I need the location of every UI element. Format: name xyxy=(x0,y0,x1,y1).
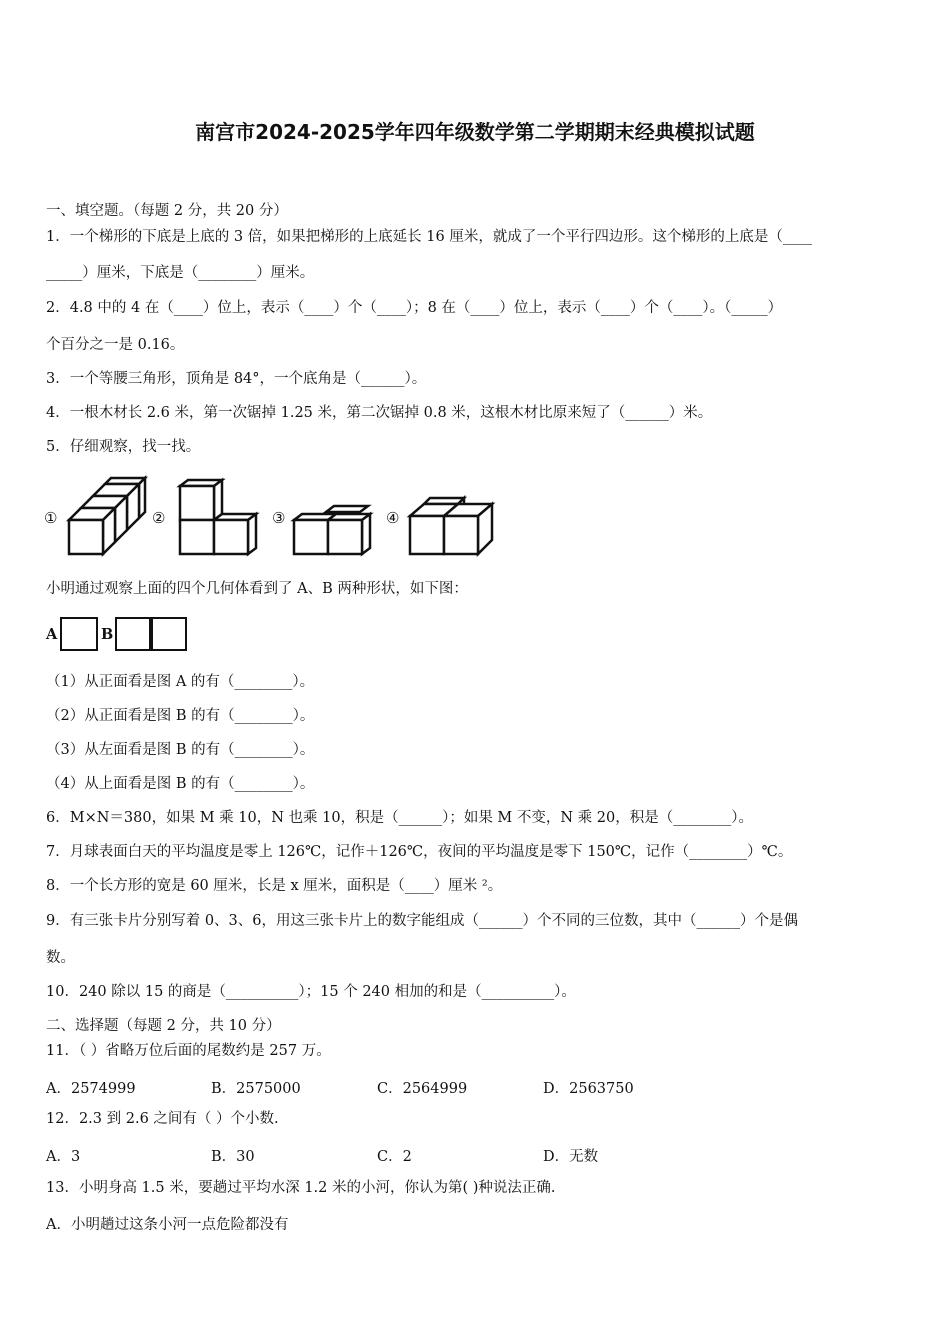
q12-option-d[interactable]: D．无数 xyxy=(543,1149,599,1165)
solid-1 xyxy=(69,478,145,554)
section-2-heading: 二、选择题（每题 2 分，共 10 分） xyxy=(46,1018,281,1034)
page-title: 南宫市2024-2025学年四年级数学第二学期期末经典模拟试题 xyxy=(195,120,755,144)
question-10: 10．240 除以 15 的商是（__________）；15 个 240 相加的和是（__________）。 xyxy=(46,984,576,1000)
q11-option-a[interactable]: A．2574999 xyxy=(46,1081,136,1097)
question-5-part-4: （4）从上面看是图 B 的有（________）。 xyxy=(46,776,315,792)
q12-option-c[interactable]: C．2 xyxy=(377,1149,412,1165)
question-8: 8．一个长方形的宽是 60 厘米，长是 x 厘米，面积是（____）厘米 ²。 xyxy=(46,878,503,894)
shape-b-square-left xyxy=(115,617,153,651)
shape-a-square xyxy=(60,617,98,651)
question-1-line-1: 1．一个梯形的下底是上底的 3 倍，如果把梯形的上底延长 16 厘米，就成了一个平行四边形。这个梯形的上底是（____ xyxy=(46,229,812,245)
question-2-line-2: 个百分之一是 0.16。 xyxy=(46,337,185,353)
solid-3 xyxy=(294,506,370,554)
question-13: 13．小明身高 1.5 米，要趟过平均水深 1.2 米的小河，你认为第( )种说法正确. xyxy=(46,1180,556,1196)
question-5-description: 小明通过观察上面的四个几何体看到了 A、B 两种形状，如下图： xyxy=(46,581,468,597)
q11-option-c[interactable]: C．2564999 xyxy=(377,1081,468,1097)
question-3: 3．一个等腰三角形，顶角是 84°，一个底角是（______）。 xyxy=(46,371,427,387)
solids-figure xyxy=(0,470,520,570)
q11-option-b[interactable]: B．2575000 xyxy=(211,1081,301,1097)
shape-label-1: ① xyxy=(44,509,58,527)
question-5-part-2: （2）从正面看是图 B 的有（________）。 xyxy=(46,708,315,724)
question-6: 6．M×N＝380，如果 M 乘 10，N 也乘 10，积是（______）；如果 M 不变，N 乘 20，积是（________）。 xyxy=(46,810,753,826)
solid-2 xyxy=(180,480,256,554)
question-1-line-2: _____）厘米，下底是（________）厘米。 xyxy=(46,265,315,281)
question-4: 4．一根木材长 2.6 米，第一次锯掉 1.25 米，第二次锯掉 0.8 米，这根木材比原来短了（______）米。 xyxy=(46,405,713,421)
question-5-part-3: （3）从左面看是图 B 的有（________）。 xyxy=(46,742,315,758)
question-9-line-1: 9．有三张卡片分别写着 0、3、6，用这三张卡片上的数字能组成（______）个不同的三位数，其中（______）个是偶 xyxy=(46,913,799,929)
question-7: 7．月球表面白天的平均温度是零上 126℃，记作＋126℃，夜间的平均温度是零下 150℃，记作（________）℃。 xyxy=(46,844,793,860)
q11-option-d[interactable]: D．2563750 xyxy=(543,1081,634,1097)
question-9-line-2: 数。 xyxy=(46,950,75,966)
shape-a-label: A xyxy=(46,626,58,643)
q12-option-a[interactable]: A．3 xyxy=(46,1149,81,1165)
question-11: 11．（ ）省略万位后面的尾数约是 257 万。 xyxy=(46,1043,331,1059)
shape-b-label: B xyxy=(101,626,114,643)
shape-label-2: ② xyxy=(152,509,166,527)
shape-b-square-right xyxy=(149,617,187,651)
q12-option-b[interactable]: B．30 xyxy=(211,1149,255,1165)
q13-option-a[interactable]: A．小明趟过这条小河一点危险都没有 xyxy=(46,1217,289,1233)
shape-label-3: ③ xyxy=(272,509,286,527)
question-5-part-1: （1）从正面看是图 A 的有（________）。 xyxy=(46,674,315,690)
question-5: 5．仔细观察，找一找。 xyxy=(46,439,201,455)
shape-label-4: ④ xyxy=(386,509,400,527)
solid-4 xyxy=(410,498,492,554)
section-1-heading: 一、填空题。（每题 2 分，共 20 分） xyxy=(46,203,288,219)
question-2-line-1: 2．4.8 中的 4 在（____）位上，表示（____）个（____）；8 在（____）位上，表示（____）个（____）。（_____） xyxy=(46,300,783,316)
question-12: 12．2.3 到 2.6 之间有（ ）个小数. xyxy=(46,1111,279,1127)
